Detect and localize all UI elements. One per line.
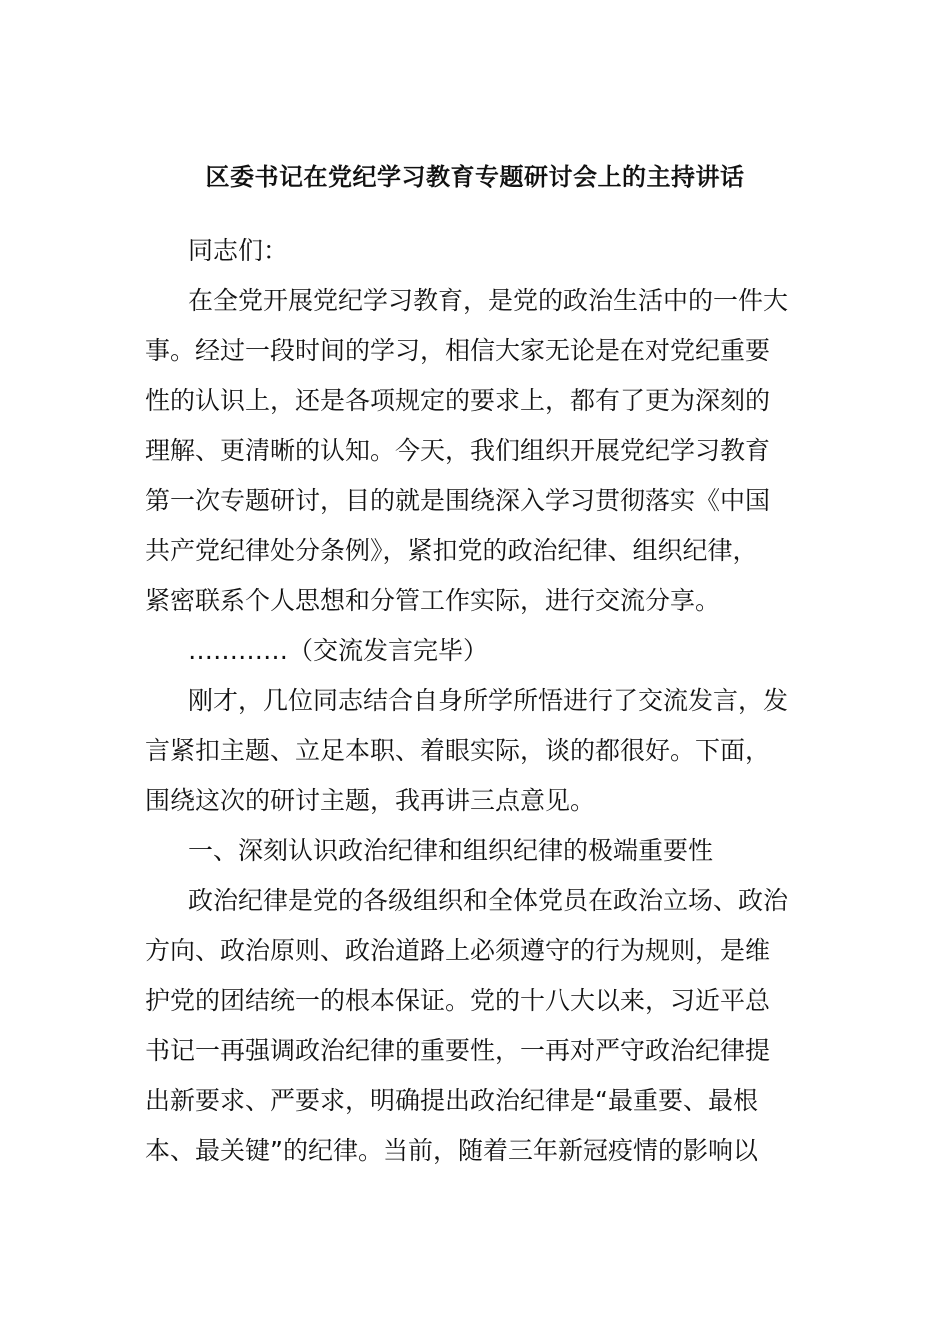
paragraph-line: 政治纪律是党的各级组织和全体党员在政治立场、政治 — [188, 886, 789, 915]
paragraph-line: 本、最关键”的纪律。当前，随着三年新冠疫情的影响以 — [145, 1136, 758, 1165]
paragraph-line: 性的认识上，还是各项规定的要求上，都有了更为深刻的 — [145, 386, 771, 415]
paragraph-line: 在全党开展党纪学习教育，是党的政治生活中的一件大 — [188, 286, 789, 315]
document-title: 区委书记在党纪学习教育专题研讨会上的主持讲话 — [205, 163, 745, 191]
paragraph-line: 言紧扣主题、立足本职、着眼实际，谈的都很好。下面， — [145, 736, 771, 765]
salutation: 同志们： — [188, 236, 289, 265]
paragraph-line: 围绕这次的研讨主题，我再讲三点意见。 — [145, 786, 596, 815]
document-body — [145, 226, 805, 1176]
paragraph-line: 事。经过一段时间的学习，相信大家无论是在对党纪重要 — [145, 336, 771, 365]
paragraph-line: 方向、政治原则、政治道路上必须遵守的行为规则，是维 — [145, 936, 771, 965]
paragraph-line: 第一次专题研讨，目的就是围绕深入学习贯彻落实《中国 — [145, 486, 771, 515]
paragraph-line: 理解、更清晰的认知。今天，我们组织开展党纪学习教育 — [145, 436, 771, 465]
paragraph-line: …………（交流发言完毕） — [188, 636, 489, 665]
paragraph-line: 刚才，几位同志结合自身所学所悟进行了交流发言，发 — [188, 686, 789, 715]
paragraph-line: 共产党纪律处分条例》，紧扣党的政治纪律、组织纪律， — [145, 536, 758, 565]
paragraph-line: 护党的团结统一的根本保证。党的十八大以来，习近平总 — [145, 986, 771, 1015]
paragraph-line: 出新要求、严要求，明确提出政治纪律是“最重要、最根 — [145, 1086, 758, 1115]
paragraph-line: 紧密联系个人思想和分管工作实际，进行交流分享。 — [145, 586, 721, 615]
paragraph-line: 书记一再强调政治纪律的重要性，一再对严守政治纪律提 — [145, 1036, 771, 1065]
section-heading: 一、深刻认识政治纪律和组织纪律的极端重要性 — [188, 836, 714, 865]
